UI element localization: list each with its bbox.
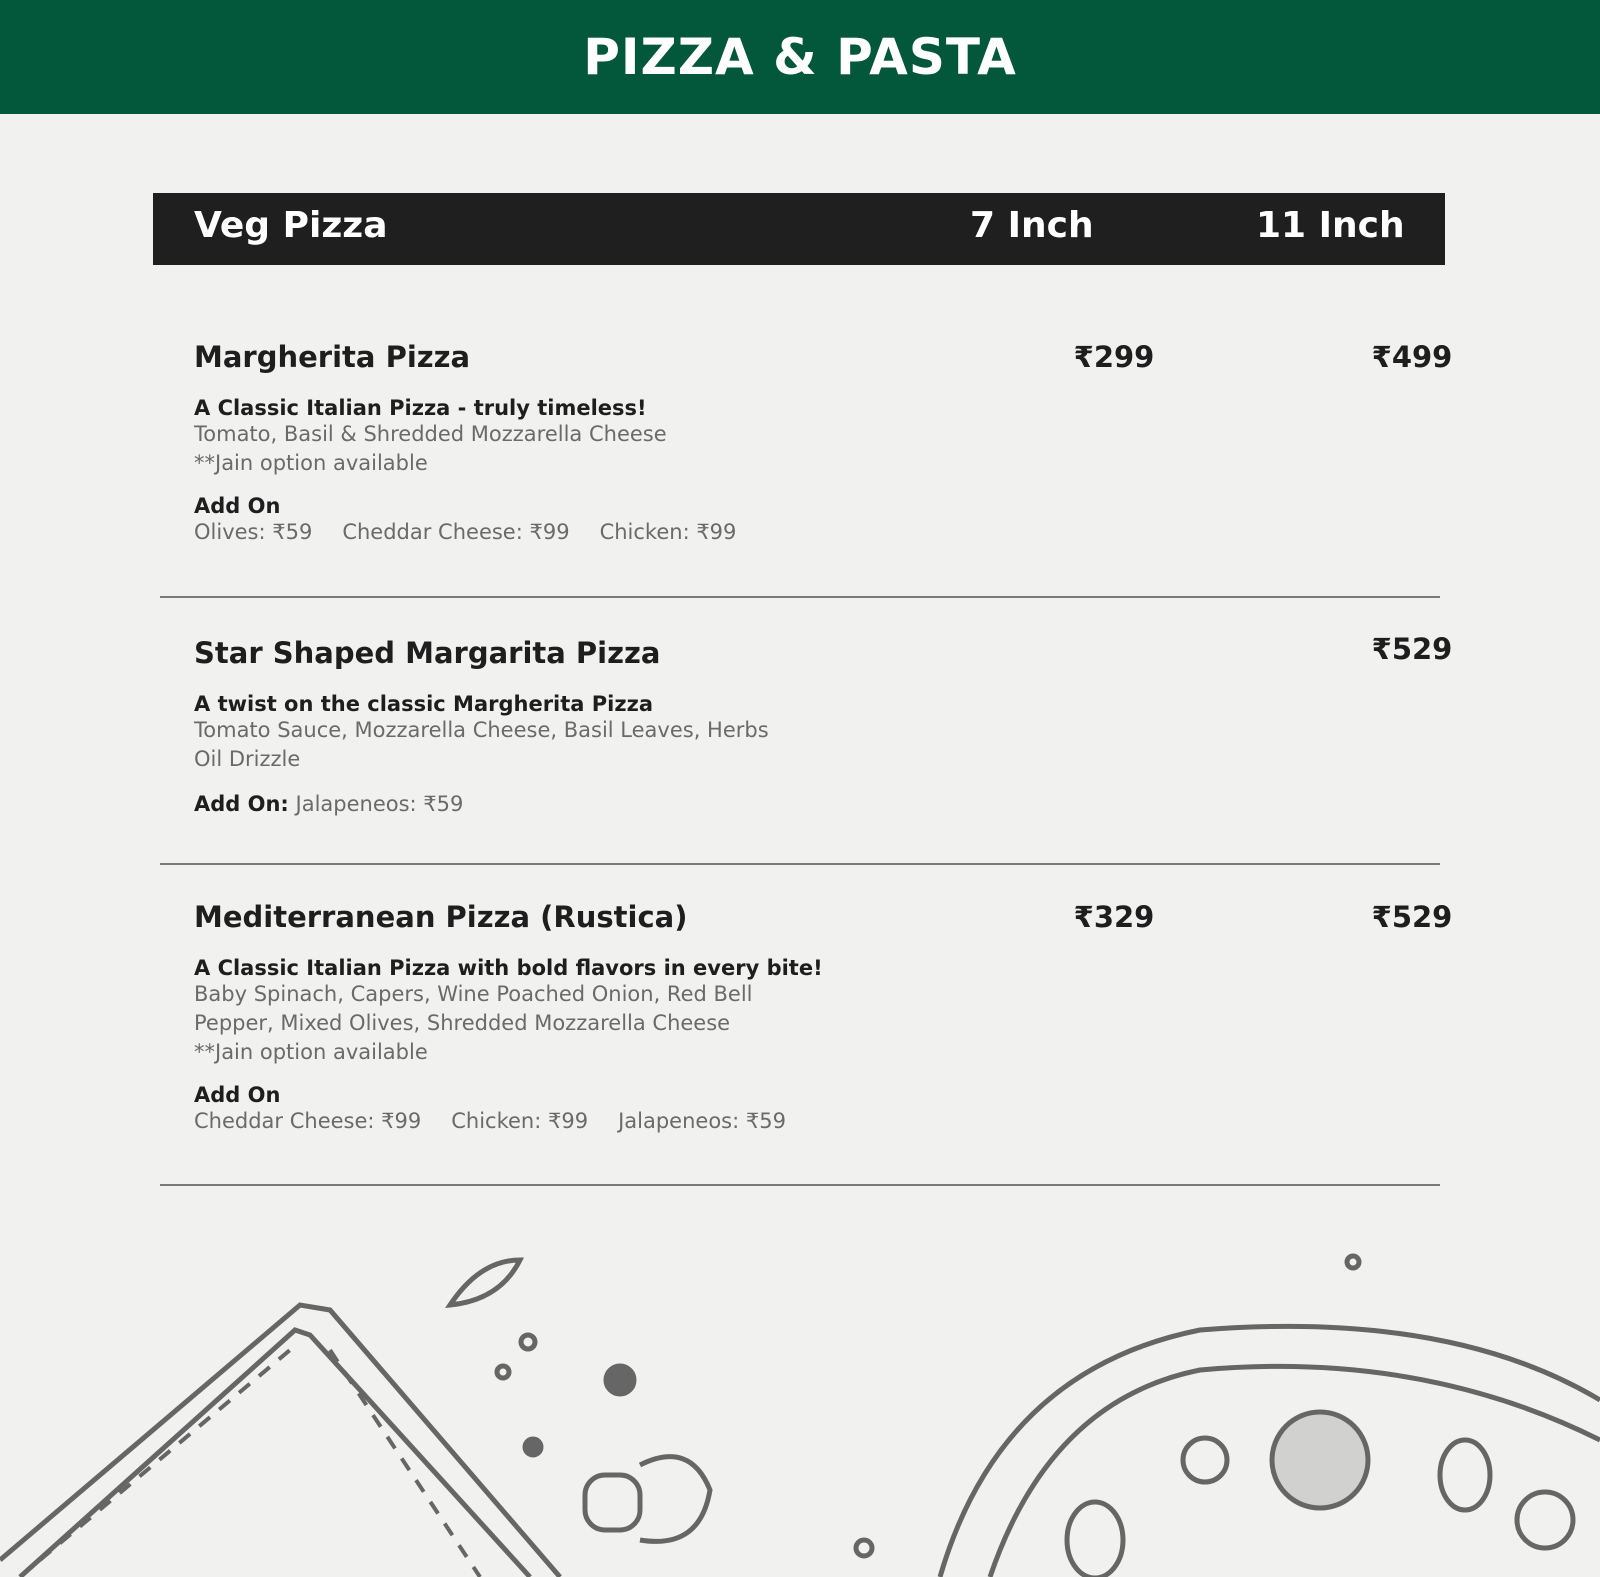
- item-ingredients: Tomato Sauce, Mozzarella Cheese, Basil Leaves, Herbs: [194, 718, 769, 742]
- price-11-inch: ₹529: [1371, 900, 1453, 934]
- addon: Cheddar Cheese: ₹99: [194, 1109, 422, 1133]
- pizza-icon: [940, 1326, 1600, 1577]
- pizza-box-icon: [0, 1305, 560, 1577]
- addon-label: Add On: [194, 494, 281, 518]
- item-note: **Jain option available: [194, 1040, 428, 1064]
- section-title: Veg Pizza: [194, 205, 388, 246]
- item-ingredients-cont: Oil Drizzle: [194, 747, 301, 771]
- addon: Olives: ₹59: [194, 520, 313, 544]
- menu-item-mediterranean: [194, 900, 1453, 1136]
- price-7-inch: ₹329: [1073, 900, 1155, 934]
- addon: Jalapeneos: ₹59: [618, 1109, 786, 1133]
- price-11-inch: ₹529: [1371, 632, 1453, 666]
- addon: Chicken: ₹99: [451, 1109, 589, 1133]
- menu-item-margherita: [194, 340, 1453, 547]
- ingredient-icons: [450, 1256, 1359, 1556]
- item-name: Mediterranean Pizza (Rustica): [194, 900, 688, 934]
- price-11-inch: ₹499: [1371, 340, 1453, 374]
- divider: [160, 596, 1440, 598]
- item-name: Star Shaped Margarita Pizza: [194, 636, 661, 670]
- page-title: PIZZA & PASTA: [583, 28, 1017, 86]
- item-tagline: A Classic Italian Pizza - truly timeless!: [194, 396, 647, 420]
- addon-list: [194, 1107, 1444, 1136]
- section-header-bar: [153, 193, 1445, 265]
- addon-line: [194, 790, 1444, 819]
- addon-list: [194, 518, 1444, 547]
- column-11-inch: 11 Inch: [1256, 205, 1405, 246]
- pizza-illustration: [0, 1220, 1600, 1577]
- item-ingredients: Tomato, Basil & Shredded Mozzarella Cheese: [194, 422, 667, 446]
- addon: Cheddar Cheese: ₹99: [342, 520, 570, 544]
- menu-item-star-margarita: [194, 632, 1453, 819]
- item-tagline: A Classic Italian Pizza with bold flavors in every bite!: [194, 956, 823, 980]
- item-name: Margherita Pizza: [194, 340, 471, 374]
- addon-label: Add On: [194, 1083, 281, 1107]
- divider: [160, 1184, 1440, 1186]
- divider: [160, 863, 1440, 865]
- item-ingredients: Baby Spinach, Capers, Wine Poached Onion, Red Bell: [194, 982, 753, 1006]
- addon: Chicken: ₹99: [599, 520, 737, 544]
- item-tagline: A twist on the classic Margherita Pizza: [194, 692, 653, 716]
- column-7-inch: 7 Inch: [970, 205, 1094, 246]
- page-header: [0, 0, 1600, 114]
- addon: Jalapeneos: ₹59: [295, 792, 464, 816]
- item-note: **Jain option available: [194, 451, 428, 475]
- price-7-inch: ₹299: [1073, 340, 1155, 374]
- addon-label: Add On:: [194, 792, 289, 816]
- item-ingredients-cont: Pepper, Mixed Olives, Shredded Mozzarella Cheese: [194, 1011, 731, 1035]
